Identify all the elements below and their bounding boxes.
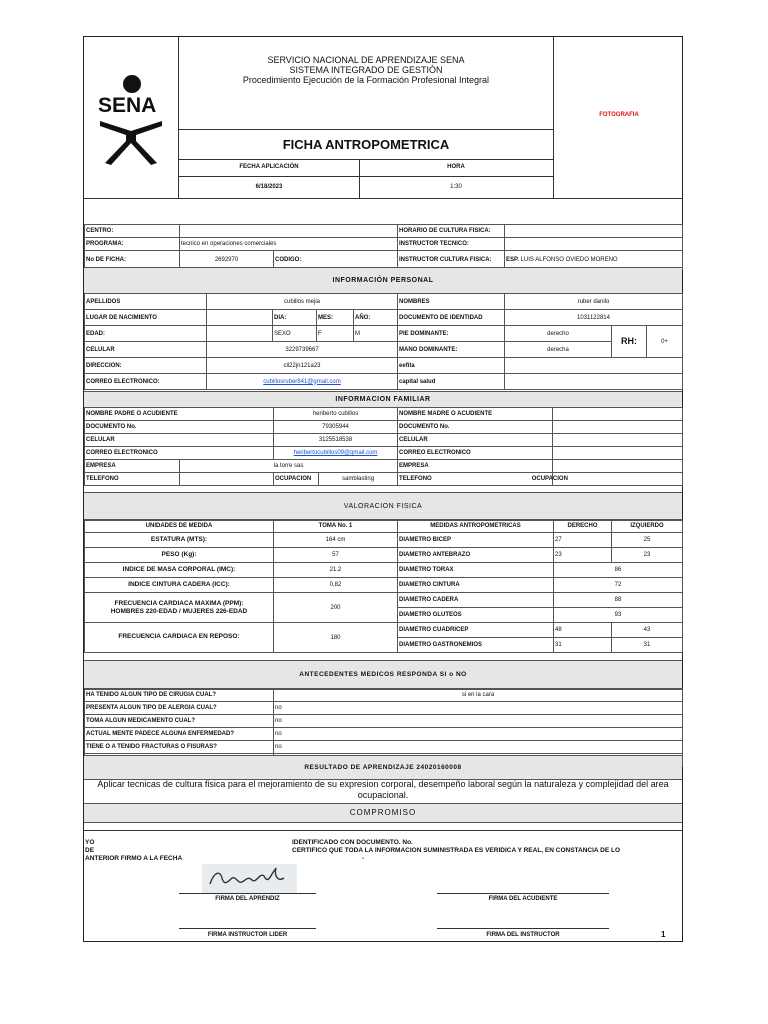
table-row [85, 533, 683, 548]
familiar-celular-value: 3125518538 [274, 434, 398, 447]
cuadricep-label: DIAMETRO CUADRICEP [398, 623, 554, 638]
table-row [85, 689, 683, 702]
org-line3: Procedimiento Ejecución de la Formación Profesional Integral [242, 75, 490, 85]
date-label-cell [179, 159, 360, 177]
section-valoracion-title: VALORACION FISICA [343, 503, 423, 510]
imc-value: 21.2 [274, 563, 398, 578]
instructor-tecnico-label: INSTRUCTOR TECNICO: [398, 238, 505, 251]
table-row [85, 358, 683, 374]
section-familiar-title: INFORMACION FAMILIAR [335, 396, 431, 403]
biceps-der: 27 [554, 533, 612, 548]
familiar-celular-label: CELULAR [85, 434, 274, 447]
fcm-label [85, 593, 274, 623]
antecedente-a: no [274, 702, 683, 715]
horario-value [505, 225, 683, 238]
col-toma: TOMA No. 1 [274, 520, 398, 533]
gastro-der: 31 [554, 638, 612, 653]
doc-label: DOCUMENTO DE IDENTIDAD [398, 310, 505, 326]
familiar-correo-label: CORREO ELECTRONICO [85, 447, 274, 460]
madre-label: NOMBRE MADRE O ACUDIENTE [398, 408, 553, 421]
horario-label: HORARIO DE CULTURA FISICA: [398, 225, 505, 238]
photo-label: FOTOGRAFIA [599, 112, 639, 118]
ocupacion-madre-label: OCUPACION [531, 476, 568, 482]
instructor-cf-value: LUIS ALFONSO OVIEDO MORENO [520, 257, 618, 263]
documento-madre-label: DOCUMENTO No. [398, 421, 553, 434]
codigo-label: CODIGO: [274, 251, 398, 270]
form-title-text: FICHA ANTROPOMETRICA [282, 137, 450, 152]
section-compromiso [84, 803, 682, 823]
table-row [85, 578, 683, 593]
page-number: 1 [661, 930, 666, 939]
sexo-f: F [317, 326, 354, 342]
estatura-label: ESTATURA (MTS): [85, 533, 274, 548]
compromiso-de: DE [85, 847, 95, 854]
firma-lider: FIRMA INSTRUCTOR LIDER [207, 932, 288, 938]
table-row [85, 623, 683, 638]
cintura-value: 72 [554, 578, 683, 593]
time-value-cell [359, 176, 553, 198]
compromiso-right [292, 839, 620, 863]
antecedente-a: no [274, 741, 683, 754]
section-antecedentes [84, 660, 682, 690]
empresa-madre-value [553, 460, 683, 473]
form-title [179, 129, 553, 160]
padre-value: heriberto cubillos [274, 408, 398, 421]
antebrazo-izq: 23 [612, 548, 683, 563]
logo-text: SENA [98, 94, 157, 117]
compromiso-yo: YO [85, 839, 95, 846]
gastro-label: DIAMETRO GASTRONEMIOS [398, 638, 554, 653]
telefono-madre-cell [398, 473, 568, 486]
antecedente-a: si en la cara [274, 689, 683, 702]
col-izquierdo: IZQUIERDO [612, 520, 683, 533]
programa-label: PROGRAMA: [85, 238, 180, 251]
compromiso-certifico: CERTIFICO QUE TODA LA INFORMACION SUMINISTRADA ES VERIDICA Y REAL, EN CONSTANCIA DE LO [292, 847, 621, 854]
mano-label: MANO DOMINANTE: [398, 342, 505, 358]
celular-label: CELULAR [85, 342, 207, 358]
section-personal-title: INFORMACIÓN PERSONAL [332, 277, 434, 284]
ocupacion-madre-value [553, 473, 683, 486]
lugar-label: LUGAR DE NACIMIENTO [85, 310, 207, 326]
telefono-madre-label: TELEFONO [399, 476, 432, 482]
mano-value: derecha [505, 342, 612, 358]
table-row [85, 225, 683, 238]
gluteos-label: DIAMETRO GLUTEOS [398, 608, 554, 623]
instructor-tecnico-value [505, 238, 683, 251]
centro-label: CENTRO: [85, 225, 180, 238]
antebrazo-der: 23 [554, 548, 612, 563]
instructor-cf-prefix: ESP. [506, 257, 519, 263]
table-row [85, 563, 683, 578]
celular-madre-value [553, 434, 683, 447]
pie-label: PIE DOMINANTE: [398, 326, 505, 342]
empresa-madre-label: EMPRESA [398, 460, 553, 473]
documento-value: 79305944 [274, 421, 398, 434]
icc-value: 0.82 [274, 578, 398, 593]
table-row [85, 520, 683, 533]
empresa-label: EMPRESA [85, 460, 180, 473]
time-value: 1:30 [450, 184, 462, 190]
table-row [85, 408, 683, 421]
sexo-label: SEXO [273, 326, 317, 342]
dia-label: DIA: [273, 310, 317, 326]
peso-value: 57 [274, 548, 398, 563]
firma-acudiente: FIRMA DEL ACUDIENTE [488, 896, 558, 902]
documento-label: DOCUMENTO No. [85, 421, 274, 434]
table-row [85, 374, 683, 390]
capital-label: capital salud [398, 374, 505, 390]
eps-value [505, 358, 683, 374]
ficha-label: No DE FICHA: [85, 251, 180, 270]
table-row [85, 728, 683, 741]
doc-value: 1031122814 [505, 310, 683, 326]
torax-label: DIAMETRO TORAX [398, 563, 554, 578]
telefono-value [180, 473, 274, 486]
table-row [85, 421, 683, 434]
date-label: FECHA APLICACIÓN [239, 164, 299, 170]
resultado-header [84, 755, 682, 780]
apellidos-value: cubillos mejia [207, 294, 398, 310]
compromiso-dash: - [362, 855, 365, 862]
date-value-cell [179, 176, 360, 198]
table-row [85, 702, 683, 715]
antecedente-a: no [274, 715, 683, 728]
celular-madre-label: CELULAR [398, 434, 553, 447]
table-row [85, 593, 683, 608]
padre-label: NOMBRE PADRE O ACUDIENTE [85, 408, 274, 421]
fcr-label: FRECUENCIA CARDIACA EN REPOSO: [85, 623, 274, 653]
fcm-label2: HOMBRES 220-EDAD / MUJERES 226-EDAD [110, 607, 248, 615]
sena-logo [84, 37, 178, 199]
estatura-value: 164 cm [274, 533, 398, 548]
mes-label: MES: [317, 310, 354, 326]
general-info-table [84, 224, 683, 270]
direccion-label: DIRECCION: [85, 358, 207, 374]
signature-image [202, 864, 297, 894]
table-row [85, 310, 683, 326]
correo-madre-label: CORREO ELECTRONICO [398, 447, 553, 460]
table-row [85, 447, 683, 460]
resultado-label: RESULTADO DE APRENDIZAJE 24020160008 [304, 764, 462, 771]
antecedente-q: ACTUAL MENTE PADECE ALGUNA ENFERMEDAD? [85, 728, 274, 741]
torax-value: 86 [554, 563, 683, 578]
compromiso-identificado: IDENTIFICADO CON DOCUMENTO. No. [292, 839, 413, 846]
eps-label: eefita [398, 358, 505, 374]
biceps-izq: 25 [612, 533, 683, 548]
resultado-text-content: Aplicar tecnicas de cultura fisica para el mejoramiento de su expresion corporal, desempeño laboral según la naturaleza y complejidad del area ocupacional. [97, 779, 669, 800]
date-value: 6/18/2023 [255, 184, 283, 190]
correo-link[interactable]: cubillosruber841@gmail.com [263, 378, 341, 385]
madre-value [553, 408, 683, 421]
logo-cell [84, 37, 179, 199]
correo-label: CORREO ELECTRONICO: [85, 374, 207, 390]
cuadricep-izq: 43 [612, 623, 683, 638]
centro-value [180, 225, 398, 238]
section-familiar [84, 391, 682, 408]
fcm-label1: FRECUENCIA CARDIACA MAXIMA (PPM): [114, 599, 244, 607]
biceps-label: DIAMETRO BICEP [398, 533, 554, 548]
sexo-m: M [354, 326, 398, 342]
table-row [85, 473, 683, 486]
rh-value: 0+ [647, 326, 683, 358]
org-header [179, 37, 553, 130]
ocupacion-value: samblasting [319, 473, 398, 486]
lugar-value [207, 310, 273, 326]
table-row [85, 294, 683, 310]
direccion-value: cll22jn121a23 [207, 358, 398, 374]
nombres-value: ruber danilo [505, 294, 683, 310]
telefono-label: TELEFONO [85, 473, 180, 486]
firma-aprendiz: FIRMA DEL APRENDIZ [215, 896, 280, 902]
fcr-value: 180 [274, 623, 398, 653]
ano-label: AÑO: [354, 310, 398, 326]
instructor-cf-label: INSTRUCTOR CULTURA FISICA: [398, 251, 505, 270]
antecedente-a: no [274, 728, 683, 741]
edad-label: EDAD: [85, 326, 207, 342]
ficha-value: 2692970 [180, 251, 274, 270]
celular-value: 3229739667 [207, 342, 398, 358]
family-info-table [84, 407, 683, 486]
valoracion-table [84, 519, 683, 653]
col-derecho: DERECHO [554, 520, 612, 533]
ocupacion-label: OCUPACION [274, 473, 319, 486]
col-unidades: UNIDADES DE MEDIDA [85, 520, 274, 533]
table-row [85, 715, 683, 728]
table-row [85, 548, 683, 563]
personal-info-table [84, 293, 683, 390]
firma-instructor: FIRMA DEL INSTRUCTOR [486, 932, 560, 938]
imc-label: INDICE DE MASA CORPORAL (IMC): [85, 563, 274, 578]
rh-label: RH: [612, 326, 647, 358]
documento-madre-value [553, 421, 683, 434]
pie-value: derecho [505, 326, 612, 342]
cadera-label: DIAMETRO CADERA [398, 593, 554, 608]
table-row [85, 326, 683, 342]
org-line2: SISTEMA INTEGRADO DE GESTIÓN [289, 65, 443, 75]
gluteos-value: 93 [554, 608, 683, 623]
nombres-label: NOMBRES [398, 294, 505, 310]
photo-box [553, 37, 684, 199]
cuadricep-der: 48 [554, 623, 612, 638]
empresa-value: la torre sas [180, 460, 398, 473]
compromiso-firmo: ANTERIOR FIRMO A LA FECHA [85, 855, 183, 862]
section-antecedentes-title: ANTECEDENTES MEDICOS RESPONDA SI o NO [299, 671, 467, 678]
gastro-izq: 31 [612, 638, 683, 653]
table-row [85, 342, 683, 358]
antecedente-q: HA TENIDO ALGUN TIPO DE CIRUGIA CUAL? [85, 689, 274, 702]
table-row [85, 460, 683, 473]
table-row [85, 434, 683, 447]
apellidos-label: APELLIDOS [85, 294, 207, 310]
antecedente-q: TIENE O A TENIDO FRACTURAS O FISURAS? [85, 741, 274, 754]
time-label-cell [359, 159, 553, 177]
programa-value: tecnico en operaciones comerciales [180, 238, 398, 251]
cintura-label: DIAMETRO CINTURA [398, 578, 554, 593]
compromiso-left [85, 839, 182, 863]
section-compromiso-title: COMPROMISO [349, 808, 417, 817]
icc-label: INDICE CINTURA CADERA (ICC): [85, 578, 274, 593]
section-valoracion [84, 492, 682, 521]
cadera-value: 88 [554, 593, 683, 608]
signature-scribble-icon [202, 864, 297, 894]
edad-value [207, 326, 273, 342]
peso-label: PESO (Kg): [85, 548, 274, 563]
section-personal [84, 267, 682, 294]
time-label: HORA [447, 164, 465, 170]
antebrazo-label: DIAMETRO ANTEBRAZO [398, 548, 554, 563]
familiar-correo-link[interactable]: heribertocubillos09@gmail.com [293, 450, 378, 456]
resultado-text [88, 779, 678, 803]
table-row [85, 741, 683, 754]
table-row [85, 238, 683, 251]
antecedente-q: TOMA ALGUN MEDICAMENTO CUAL? [85, 715, 274, 728]
anthropometric-form [83, 36, 683, 942]
org-line1: SERVICIO NACIONAL DE APRENDIZAJE SENA [267, 55, 465, 65]
correo-madre-value [553, 447, 683, 460]
col-medidas: MEDIDAS ANTROPOMETRICAS [398, 520, 554, 533]
capital-value [505, 374, 683, 390]
correo-cell [207, 374, 398, 390]
familiar-correo-cell [274, 447, 398, 460]
fcm-value: 200 [274, 593, 398, 623]
antecedente-q: PRESENTA ALGUN TIPO DE ALERGIA CUAL? [85, 702, 274, 715]
